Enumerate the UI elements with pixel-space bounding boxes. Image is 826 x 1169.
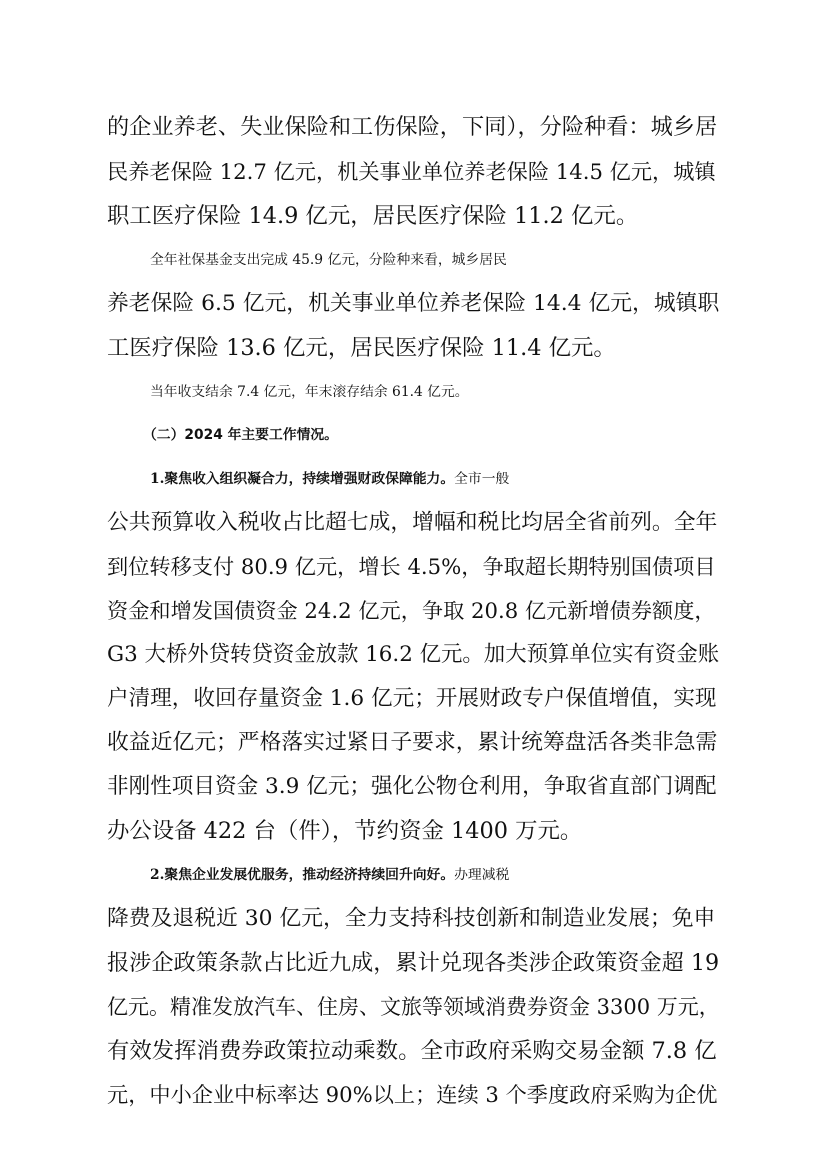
text-span: 全市一般 [454, 471, 510, 487]
text-line [150, 464, 720, 494]
text-span: 养老保险 6.5 亿元，机关事业单位养老保险 14.4 亿元，城镇职 [107, 291, 720, 316]
heading-text: （二）2024 年主要工作情况。 [143, 427, 338, 443]
text-span: 办公设备 422 台（件），节约资金 1400 万元。 [107, 818, 583, 844]
text-span: 办理减税 [454, 867, 510, 883]
text-span: 报涉企政策条款占比近九成，累计兑现各类涉企政策资金超 19 [107, 950, 720, 976]
text-span: 非刚性项目资金 3.9 亿元；强化公物仓利用，争取省直部门调配 [107, 774, 717, 799]
text-span: 有效发挥消费券政策拉动乘数。全市政府采购交易金额 7.8 亿 [107, 1038, 717, 1064]
text-line [107, 157, 720, 187]
text-line [107, 508, 720, 538]
text-line [107, 289, 720, 319]
text-span: 公共预算收入税收占比超七成，增幅和税比均居全省前列。全年 [107, 510, 718, 535]
text-line [150, 245, 720, 275]
text-span: 收益近亿元；严格落实过紧日子要求，累计统筹盘活各类非急需 [107, 730, 718, 755]
text-span: 当年收支结余 7.4 亿元，年末滚存结余 61.4 亿元。 [150, 384, 469, 400]
text-span: 工医疗保险 13.6 亿元，居民医疗保险 11.4 亿元。 [107, 335, 616, 361]
text-line [107, 640, 720, 670]
text-line [107, 904, 720, 934]
text-line [107, 684, 720, 714]
text-span: 降费及退税近 30 亿元，全力支持科技创新和制造业发展；免申 [107, 906, 716, 931]
text-line [150, 860, 720, 890]
text-line [107, 772, 720, 802]
text-line [107, 948, 720, 978]
text-span: 户清理，收回存量资金 1.6 亿元；开展财政专户保值增值，实现 [107, 686, 717, 711]
text-span: 元，中小企业中标率达 90%以上；连续 3 个季度政府采购为企优 [107, 1082, 718, 1107]
text-span: 到位转移支付 80.9 亿元，增长 4.5%，争取超长期特别国债项目 [107, 554, 716, 579]
text-line [107, 112, 720, 142]
section-heading [143, 420, 720, 450]
text-line [107, 333, 720, 363]
text-line [107, 816, 720, 846]
lead-sentence: 1.聚焦收入组织凝合力，持续增强财政保障能力。 [150, 471, 455, 487]
text-line [107, 728, 720, 758]
text-span: 职工医疗保险 14.9 亿元，居民医疗保险 11.2 亿元。 [107, 203, 639, 229]
text-line [107, 596, 720, 626]
text-line [107, 1036, 720, 1066]
text-line [107, 1080, 720, 1110]
text-span: 全年社保基金支出完成 45.9 亿元，分险种来看，城乡居民 [150, 252, 507, 268]
text-span: 亿元。精准发放汽车、住房、文旅等领域消费券资金 3300 万元， [107, 995, 720, 1019]
text-line [107, 992, 720, 1022]
lead-sentence: 2.聚焦企业发展优服务，推动经济持续回升向好。 [150, 867, 455, 883]
text-line [107, 201, 720, 231]
text-span: 的企业养老、失业保险和工伤保险，下同），分险种看：城乡居 [107, 114, 718, 140]
text-line [107, 552, 720, 582]
text-span: 民养老保险 12.7 亿元，机关事业单位养老保险 14.5 亿元，城镇 [107, 159, 716, 184]
text-span: 资金和增发国债资金 24.2 亿元，争取 20.8 亿元新增债券额度， [107, 598, 716, 623]
text-span: G3 大桥外贷转贷资金放款 16.2 亿元。加大预算单位实有资金账 [107, 642, 720, 667]
text-line [150, 377, 720, 407]
